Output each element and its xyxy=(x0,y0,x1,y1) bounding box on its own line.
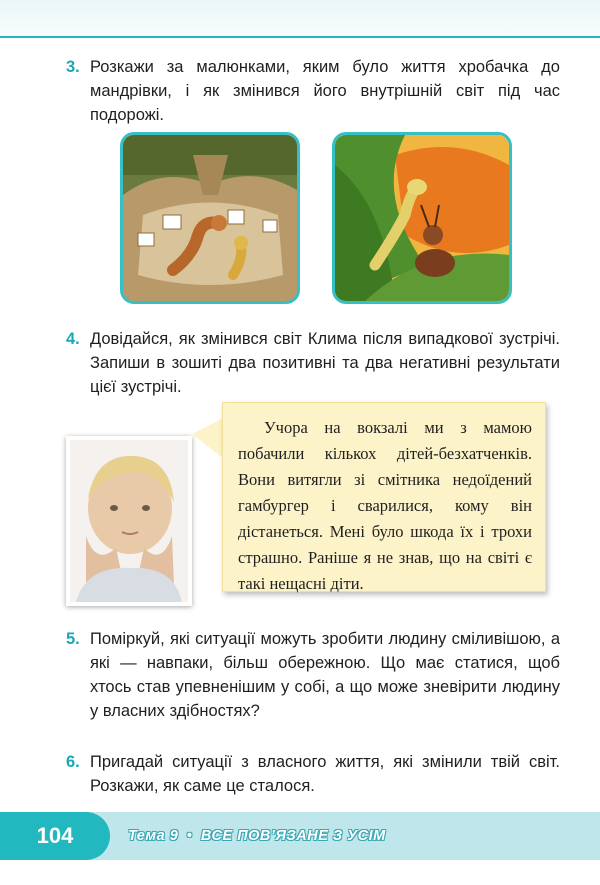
boy-photo xyxy=(66,436,192,606)
footer-topic xyxy=(128,812,386,860)
task-4 xyxy=(66,327,560,399)
topic-separator: • xyxy=(186,828,193,844)
page-number: 104 xyxy=(0,812,110,860)
speech-bubble-tail xyxy=(192,418,223,458)
task-5 xyxy=(66,627,560,723)
task-number: 6. xyxy=(66,753,80,771)
quote-text: Учора на вокзалі ми з мамою побачили кількох дітей-безхатченків. Вони витягли зі смітника недоїдений гамбургер і сварилися, кому він дістанеться. Мені було шкода їх і трохи страшно. Раніше я не знав, що на світі є такі нещасні діти. xyxy=(238,418,532,593)
topic-label: Тема 9 xyxy=(128,828,179,844)
task-6 xyxy=(66,750,560,798)
task-text: Пригадай ситуації з власного життя, які змінили твій світ. Розкажи, як саме це сталося. xyxy=(90,753,560,795)
topic-title: ВСЕ ПОВ’ЯЗАНЕ З УСІМ xyxy=(200,828,386,844)
illustration-worm-underground xyxy=(120,132,300,304)
illustration-worm-and-ant xyxy=(332,132,512,304)
task-number: 3. xyxy=(66,58,80,76)
task-3 xyxy=(66,55,560,127)
task-number: 5. xyxy=(66,630,80,648)
speech-bubble xyxy=(222,402,546,592)
task-text: Поміркуй, які ситуації можуть зробити людину сміливішою, а які — навпаки, більш обережною. Що має статися, щоб хтось став упевненішим у собі, а що може зневірити людину у власних здібностях? xyxy=(90,630,560,720)
task-number: 4. xyxy=(66,330,80,348)
top-header-band xyxy=(0,0,600,38)
task-text: Розкажи за малюнками, яким було життя хробачка до мандрівки, і як змінився його внутрішній світ під час подорожі. xyxy=(90,58,560,124)
task-text: Довідайся, як змінився світ Клима після випадкової зустрічі. Запиши в зошиті два позитивні та два негативні результати цієї зустрічі. xyxy=(90,330,560,396)
